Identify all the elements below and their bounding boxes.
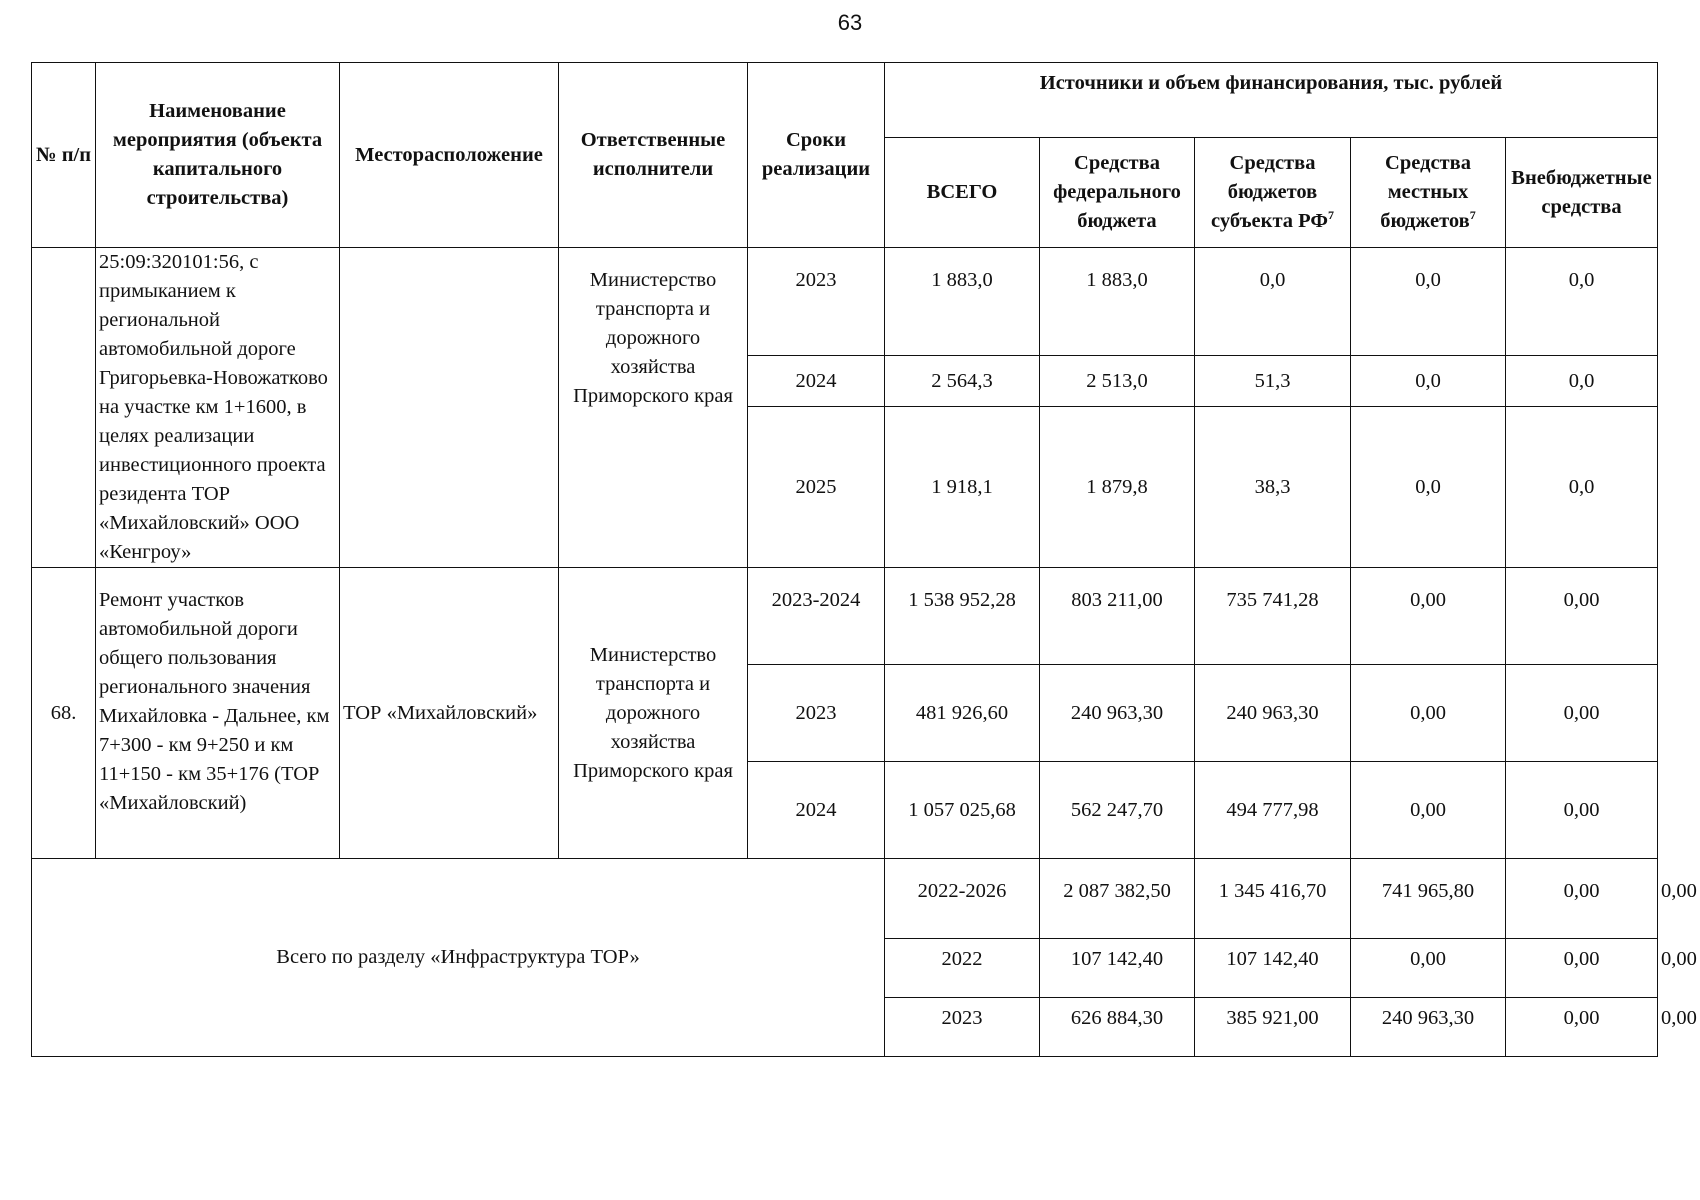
cell-total: 626 884,30 — [1040, 998, 1195, 1057]
cell-federal: 562 247,70 — [1040, 762, 1195, 859]
cell-total: 1 918,1 — [885, 407, 1040, 568]
cell-regional: 51,3 — [1195, 356, 1351, 407]
cell-offbudget: 0,0 — [1506, 356, 1658, 407]
header-sources: Источники и объем финансирования, тыс. рублей — [885, 63, 1658, 138]
cell-local: 0,00 — [1506, 939, 1658, 998]
cell-local: 0,0 — [1351, 356, 1506, 407]
cell-regional: 38,3 — [1195, 407, 1351, 568]
header-total: ВСЕГО — [885, 138, 1040, 248]
cell-federal: 385 921,00 — [1195, 998, 1351, 1057]
cell-federal: 107 142,40 — [1195, 939, 1351, 998]
cell-total: 481 926,60 — [885, 665, 1040, 762]
header-local: Средства местных бюджетов$^7$ — [1351, 138, 1506, 248]
cell-federal: 1 883,0 — [1040, 248, 1195, 356]
cell-offbudget: 0,0 — [1506, 248, 1658, 356]
cell-local: 0,00 — [1351, 568, 1506, 665]
cell-year: 2022 — [885, 939, 1040, 998]
cell-location — [340, 248, 559, 568]
cell-local: 0,0 — [1351, 248, 1506, 356]
cell-year: 2023 — [885, 998, 1040, 1057]
cell-responsible: Министерство транспорта и дорожного хозяйства Приморского края — [559, 568, 748, 859]
cell-federal: 803 211,00 — [1040, 568, 1195, 665]
header-period: Сроки реализации — [748, 63, 885, 248]
cell-year: 2023 — [748, 665, 885, 762]
cell-total: 2 087 382,50 — [1040, 859, 1195, 939]
header-regional: Средства бюджетов субъекта $РФ^7$ — [1195, 138, 1351, 248]
cell-year: 2023-2024 — [748, 568, 885, 665]
cell-year: 2022-2026 — [885, 859, 1040, 939]
totals-label: Всего по разделу «Инфраструктура ТОР» — [32, 859, 885, 1057]
cell-year: 2025 — [748, 407, 885, 568]
cell-num — [32, 248, 96, 568]
footnote-mark: 7 — [1469, 208, 1476, 223]
cell-total: 1 538 952,28 — [885, 568, 1040, 665]
cell-federal: 1 345 416,70 — [1195, 859, 1351, 939]
cell-location: ТОР «Михайловский» — [340, 568, 559, 859]
cell-offbudget: 0,00 — [1506, 762, 1658, 859]
cell-local: 0,00 — [1351, 762, 1506, 859]
table-row: 2023 626 884,30 385 921,00 240 963,30 0,00 0,00 — [32, 998, 1658, 1057]
cell-federal: 240 963,30 — [1040, 665, 1195, 762]
cell-name: 25:09:320101:56, с примыканием к региональной автомобильной дороге Григорьевка-Новожатково на участке км 1+1600, в целях реализации инвестиционного проекта резидента ТОР «Михайловский» ООО «Кенгроу» — [96, 248, 340, 568]
cell-regional: 0,00 — [1351, 939, 1506, 998]
header-num: № п/п — [32, 63, 96, 248]
cell-federal: 2 513,0 — [1040, 356, 1195, 407]
cell-name: Ремонт участков автомобильной дороги общего пользования регионального значения Михайловка - Дальнее, км 7+300 - км 9+250 и км 11+150 - км 35+176 (ТОР «Михайловский) — [96, 568, 340, 859]
header-name: Наименование мероприятия (объекта капитального строительства) — [96, 63, 340, 248]
cell-total: 107 142,40 — [1040, 939, 1195, 998]
cell-local: 0,00 — [1351, 665, 1506, 762]
cell-total: 2 564,3 — [885, 356, 1040, 407]
cell-responsible: Министерство транспорта и дорожного хозяйства Приморского края — [559, 248, 748, 568]
cell-regional: 240 963,30 — [1195, 665, 1351, 762]
cell-regional: 240 963,30 — [1351, 998, 1506, 1057]
cell-regional: 0,0 — [1195, 248, 1351, 356]
cell-offbudget: 0,0 — [1506, 407, 1658, 568]
table-row — [32, 248, 1658, 356]
table-row — [32, 568, 1658, 665]
cell-total: 1 057 025,68 — [885, 762, 1040, 859]
cell-local: 0,0 — [1351, 407, 1506, 568]
header-federal: Средства федерального бюджета — [1040, 138, 1195, 248]
header-responsible: Ответственные исполнители — [559, 63, 748, 248]
table-row: 2022 107 142,40 107 142,40 0,00 0,00 0,00 — [32, 939, 1658, 998]
cell-local: 0,00 — [1506, 859, 1658, 939]
cell-year: 2024 — [748, 356, 885, 407]
cell-regional: 735 741,28 — [1195, 568, 1351, 665]
header-location: Месторасположение — [340, 63, 559, 248]
cell-year: 2024 — [748, 762, 885, 859]
cell-total: 1 883,0 — [885, 248, 1040, 356]
cell-regional: 741 965,80 — [1351, 859, 1506, 939]
page-number: 63 — [837, 10, 863, 35]
cell-local: 0,00 — [1506, 998, 1658, 1057]
header-offbudget: Внебюджетные средства — [1506, 138, 1658, 248]
cell-offbudget: 0,00 — [1506, 568, 1658, 665]
table-row: Всего по разделу «Инфраструктура ТОР» 2022-2026 2 087 382,50 1 345 416,70 741 965,80 0,00 0,00 — [32, 859, 1658, 939]
cell-offbudget: 0,00 — [1506, 665, 1658, 762]
footnote-mark: 7 — [1327, 208, 1334, 223]
cell-federal: 1 879,8 — [1040, 407, 1195, 568]
cell-year: 2023 — [748, 248, 885, 356]
financing-table — [31, 62, 1697, 1057]
cell-num: 68. — [32, 568, 96, 859]
cell-regional: 494 777,98 — [1195, 762, 1351, 859]
